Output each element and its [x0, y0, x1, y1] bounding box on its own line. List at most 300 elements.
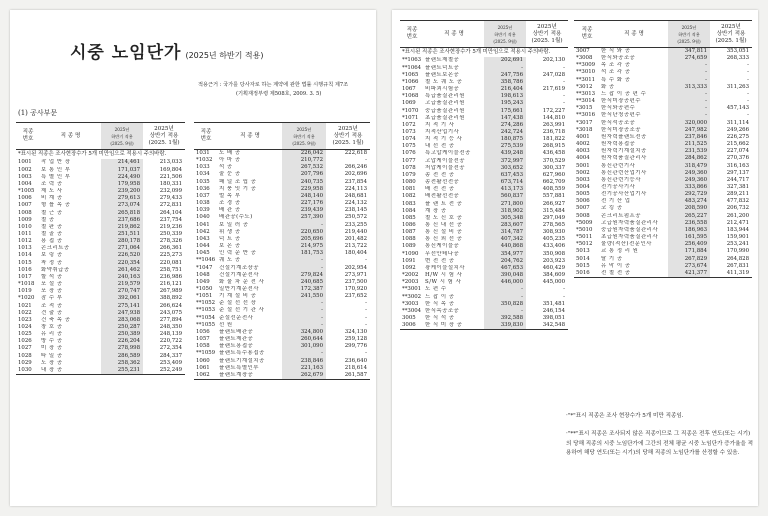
wage-prev: 278,326: [159, 238, 182, 245]
wage-prev: 266,927: [542, 200, 565, 207]
job-name: 도 편 수: [425, 286, 447, 293]
job-name: 철 도 신 호 공: [425, 214, 463, 221]
job-name: 건설기계운전사: [219, 271, 259, 278]
wage-current: 224,490: [101, 174, 143, 181]
table-row: [400, 143, 568, 150]
job-code: 1073: [402, 128, 416, 135]
wage-prev: 384,609: [542, 272, 565, 279]
wage-prev: 220,722: [159, 338, 182, 345]
job-code: *1090: [402, 250, 419, 257]
wage-current: 271,800: [484, 201, 526, 208]
wage-prev: 311,114: [726, 119, 749, 126]
table-row: [400, 179, 568, 186]
table-row: [574, 248, 752, 255]
table-row: [574, 177, 752, 184]
legal-basis: [198, 81, 348, 99]
job-code: 1092: [402, 264, 416, 271]
wage-prev: 250,339: [159, 230, 182, 237]
job-name: 한식미장공조공: [601, 126, 641, 133]
wage-prev: 232,099: [159, 188, 182, 195]
wage-current: 208,590: [668, 205, 710, 212]
job-code: 1015: [18, 259, 32, 266]
table-row: [400, 65, 568, 72]
wage-current: 241,550: [282, 293, 326, 300]
job-code: 1017: [18, 273, 32, 280]
table-row: [574, 184, 752, 191]
wage-current: 358,786: [484, 79, 526, 86]
table-row: [400, 186, 568, 193]
wage-prev: -: [747, 69, 749, 76]
job-name: 송전활선전공: [425, 179, 460, 186]
table-row: [574, 241, 752, 248]
wage-current: -: [282, 265, 326, 272]
wage-prev: 266,361: [159, 245, 182, 252]
job-name: 비파괴시험공: [425, 86, 460, 93]
wage-current: 280,178: [101, 238, 143, 245]
table-row: [16, 338, 185, 345]
wage-current: -: [668, 112, 710, 119]
job-name: 전기공사기사: [601, 183, 636, 190]
wage-prev: 170,920: [344, 285, 367, 292]
wage-current: 220,650: [282, 229, 326, 236]
job-code: 1076: [402, 150, 416, 157]
job-code: 1078: [402, 164, 416, 171]
job-name: 내 장 공: [40, 367, 101, 375]
job-code: 1011: [18, 230, 32, 237]
wage-current: 467,653: [484, 265, 526, 272]
wage-current: 260,644: [282, 336, 326, 343]
table-row: [400, 294, 568, 301]
wage-current: 278,998: [101, 345, 143, 352]
job-name: 배 관 공: [219, 207, 241, 214]
wage-prev: 268,333: [726, 55, 749, 62]
job-code: 1007: [18, 202, 32, 209]
wage-prev: 202,130: [542, 57, 565, 64]
col-header-name: 직 종 명: [40, 123, 101, 150]
table-row: [574, 141, 752, 148]
wage-prev: 237,652: [344, 293, 367, 300]
table-row: [194, 372, 370, 380]
wage-current: 231,539: [668, 148, 710, 155]
job-name: 드 잡 이 공 편 수: [601, 90, 647, 97]
wage-current: -: [282, 300, 326, 307]
job-code: 1069: [402, 100, 416, 107]
wage-prev: -: [747, 112, 749, 119]
job-code: *1071: [402, 114, 419, 121]
job-name: 타 일 공: [41, 352, 63, 359]
wage-current: 248,140: [282, 193, 326, 200]
table-row: [16, 252, 185, 259]
wage-prev: 246,154: [542, 307, 565, 314]
job-name: 기 계 설 비 공: [219, 293, 257, 300]
table-row: [574, 155, 752, 162]
job-code: *1068: [402, 93, 419, 100]
wage-prev: 202,696: [344, 171, 367, 178]
wage-prev: 224,132: [344, 200, 367, 207]
table-row: [400, 193, 568, 200]
wage-current: 249,360: [668, 177, 710, 184]
col-header-name: 직 종 명: [600, 21, 668, 48]
job-name: 특고압케이블전공: [425, 150, 471, 157]
job-code: 4001: [576, 133, 590, 140]
table-row: [194, 236, 370, 243]
wage-current: 242,724: [484, 129, 526, 136]
job-name: 지 붕 잇 기 공: [219, 185, 257, 192]
job-name: 한식미장공편수: [601, 98, 641, 105]
table-row: [16, 367, 185, 375]
wage-prev: 405,235: [542, 236, 565, 243]
job-code: 5002: [576, 169, 590, 176]
job-name: 창 호 공: [41, 324, 63, 330]
wage-prev: 297,049: [542, 214, 565, 221]
wage-current: 221,163: [282, 365, 326, 372]
table-row: [400, 236, 568, 243]
job-name: 배관공(수도): [219, 214, 253, 221]
table-row: [400, 258, 568, 265]
job-name: 플랜트특수용접공: [219, 350, 265, 357]
table-row: [194, 329, 370, 336]
job-code: *3003: [402, 300, 419, 307]
job-code: 1081: [402, 186, 416, 193]
job-code: *1070: [402, 107, 419, 114]
table-row: [16, 353, 185, 360]
job-code: 1044: [196, 243, 210, 250]
table-row: [194, 207, 370, 214]
table-row: [194, 171, 370, 178]
table-row: [194, 150, 370, 158]
job-code: 1079: [402, 171, 416, 178]
job-code: **1053: [196, 307, 216, 314]
job-code: **3001: [402, 286, 422, 293]
wage-prev: 267,831: [726, 262, 749, 269]
job-name: 플랜트계장공: [218, 372, 282, 380]
job-code: **3014: [576, 98, 596, 105]
caution-note: [400, 48, 568, 58]
table-row: [574, 84, 752, 91]
job-code: 1002: [18, 166, 32, 173]
wage-current: 284,862: [668, 155, 710, 162]
wage-current: 240,735: [282, 179, 326, 186]
job-code: 1088: [402, 236, 416, 243]
wage-current: 180,875: [484, 136, 526, 143]
job-code: *1050: [196, 285, 213, 292]
job-code: 1027: [18, 345, 32, 352]
wage-prev: -: [563, 293, 565, 300]
job-name: 플랜트제철공: [425, 57, 460, 64]
wage-current: 181,753: [282, 250, 326, 257]
job-name: 덕 트 공: [219, 235, 241, 242]
wage-prev: 216,121: [159, 281, 182, 288]
job-name: 플랜트용접공: [219, 343, 254, 350]
job-code: *1020: [18, 295, 35, 302]
job-name: 통 신 설 비 공: [425, 229, 463, 236]
table-row: [194, 265, 370, 272]
wage-prev: -: [563, 93, 565, 100]
job-code: **1059: [196, 350, 216, 357]
job-code: **3016: [576, 112, 596, 119]
table-row: [400, 79, 568, 86]
job-code: 1048: [196, 271, 210, 278]
wage-prev: 253,241: [726, 241, 749, 248]
job-code: 1084: [402, 207, 416, 214]
job-name: 플랜트보온공: [425, 71, 460, 78]
table-row: [194, 250, 370, 257]
job-code: 1023: [18, 316, 32, 323]
job-name: 궤 도 공: [219, 257, 241, 264]
wage-current: 339,830: [484, 322, 526, 330]
wage-prev: -: [365, 321, 367, 328]
table-row: [400, 122, 568, 129]
table-row: [16, 345, 185, 352]
job-code: 1008: [18, 209, 32, 216]
wage-current: 247,756: [484, 72, 526, 79]
wage-prev: 460,429: [542, 264, 565, 271]
wage-current: 236,558: [668, 220, 710, 227]
wage-current: 347,811: [668, 48, 710, 56]
table-row: [574, 112, 752, 119]
wage-prev: 268,915: [542, 143, 565, 150]
job-code: 5001: [576, 162, 590, 169]
wage-current: 255,231: [101, 367, 143, 375]
job-code: 1024: [18, 324, 32, 330]
job-name: 플랜트제관공: [219, 336, 254, 343]
job-code: 1083: [402, 200, 416, 207]
wage-prev: 350,908: [542, 250, 565, 257]
table-row: [194, 350, 370, 357]
job-name: S/W 시 험 사: [425, 279, 462, 286]
job-code: *2002: [402, 272, 419, 279]
job-name: 화약취급공: [41, 266, 70, 273]
wage-current: 250,389: [101, 331, 143, 338]
job-name: 착 정 공: [41, 259, 63, 266]
table-row: [16, 167, 185, 174]
job-code: *3012: [576, 83, 593, 90]
wage-current: 267,532: [282, 164, 326, 171]
wage-table-3: [400, 20, 568, 330]
wage-current: 219,579: [101, 281, 143, 288]
wage-current: -: [282, 222, 326, 229]
job-name: 패 널 조 립 공: [219, 178, 257, 185]
job-name: 작 업 반 장: [41, 159, 71, 166]
job-code: 1012: [18, 238, 32, 245]
job-code: 1013: [18, 245, 32, 252]
wage-current: 179,958: [101, 181, 143, 188]
wage-prev: 263,991: [542, 121, 565, 128]
table-row: [194, 193, 370, 200]
job-code: **3004: [402, 307, 422, 314]
wage-prev: 353,051: [726, 48, 749, 54]
job-name: 플랜트기계설치공: [219, 357, 265, 364]
job-name: 준 설 선 기 관 사: [219, 307, 265, 314]
wage-prev: 258,751: [159, 266, 182, 273]
wage-current: -: [484, 294, 526, 301]
job-name: 일반기계운전사: [219, 285, 259, 292]
table-row: [16, 274, 185, 281]
table-row: [574, 91, 752, 98]
job-code: **3013: [576, 90, 596, 97]
job-code: *2003: [402, 279, 419, 286]
table-row: [400, 251, 568, 258]
job-code: 1057: [196, 336, 210, 343]
table-row: [194, 307, 370, 314]
job-code: 1041: [196, 221, 210, 228]
wage-prev: 250,572: [344, 214, 367, 221]
job-code: *1018: [18, 281, 35, 288]
job-code: 1037: [196, 192, 210, 199]
table-row: [400, 315, 568, 322]
table-row: [194, 279, 370, 286]
table-row: [400, 100, 568, 107]
wage-current: 271,064: [101, 245, 143, 252]
wage-current: 198,613: [484, 93, 526, 100]
job-name: 보 링 공: [41, 252, 63, 259]
job-code: 1010: [18, 223, 32, 230]
job-name: 배전활선전공: [425, 193, 460, 200]
job-name: 지 적 기 사: [425, 121, 455, 128]
wage-prev: 244,717: [726, 176, 749, 183]
table-row: [194, 286, 370, 293]
job-code: *5012: [576, 241, 593, 248]
wage-current: 226,520: [101, 252, 143, 259]
job-code: **3002: [402, 293, 422, 300]
table-row: [574, 98, 752, 105]
table-row: [400, 208, 568, 215]
wage-current: 279,613: [101, 195, 143, 202]
col-header-prev: 2025년 상반기 적용 (2025. 1월): [526, 21, 568, 48]
table-row: [194, 358, 370, 365]
col-header-code: 직종 번호: [400, 21, 424, 48]
job-name: 한식와공편수: [601, 105, 636, 112]
col-header-current: 2025년 하반기 적용 (2025. 9월): [101, 123, 143, 150]
job-code: 1072: [402, 121, 416, 128]
table-row: [400, 222, 568, 229]
job-name: 초급원자력품질관리사: [601, 234, 659, 241]
wage-current: 560,837: [484, 193, 526, 200]
table-row: [16, 360, 185, 367]
table-row: [574, 105, 752, 112]
wage-prev: 316,163: [726, 162, 749, 169]
wage-prev: 289,211: [726, 191, 749, 198]
job-name: 보 통 인 부: [41, 166, 71, 173]
job-name: 특급품질관리원: [425, 93, 465, 100]
job-name: 통신케이블공: [425, 243, 460, 250]
wage-current: 175,661: [484, 108, 526, 115]
job-name: 비 계 공: [41, 195, 63, 202]
wage-current: -: [282, 322, 326, 329]
wage-prev: 201,482: [344, 235, 367, 242]
table-row: [16, 188, 185, 195]
wage-current: 211,525: [668, 141, 710, 148]
wage-current: 257,390: [282, 214, 326, 221]
wage-prev: 144,810: [542, 114, 565, 121]
wage-prev: 236,640: [344, 357, 367, 364]
job-code: 1091: [402, 257, 416, 264]
page-subtitle: (2025년 하반기 적용): [185, 51, 264, 60]
job-name: 원자력용접공: [601, 141, 636, 148]
wage-prev: 259,128: [344, 336, 367, 343]
wage-prev: -: [747, 98, 749, 105]
job-code: **1064: [402, 64, 422, 71]
job-name: 콘크리트펌프공: [601, 212, 641, 219]
col-header-prev: 2025년 상반기 적용 (2025. 1월): [710, 21, 752, 48]
wage-current: 202,691: [484, 57, 526, 64]
left-page: [10, 10, 376, 506]
table-row: [194, 257, 370, 264]
job-code: 1028: [18, 352, 32, 359]
wage-prev: 252,249: [143, 367, 185, 375]
footnote-double-star: ·"**"표시 직종은 조사되지 않은 직종이므로 그 직종은 전후 연도(또는 시기)의 당해 직종의 시중 노임단가에 그간의 전체 평균 시중 노임단가 증가율을 적용하여 해당 연도(또는 시기)의 당해 직종의 노임단가를 산정할 수 있음.: [566, 431, 754, 457]
legal-basis-line-2: (기획재정부령 제508호, 2009. 3. 5): [236, 91, 322, 97]
table-row: [400, 57, 568, 64]
wage-prev: 222,618: [344, 150, 367, 156]
wage-prev: 218,614: [344, 364, 367, 371]
job-code: 1019: [18, 288, 32, 295]
wage-prev: 342,548: [526, 322, 568, 330]
table-row: [194, 186, 370, 193]
job-code: *1032: [196, 157, 213, 164]
wage-prev: 261,587: [326, 372, 370, 380]
job-name: 송 전 전 공: [425, 171, 455, 178]
wage-current: 333,866: [668, 184, 710, 191]
right-page: [392, 10, 758, 506]
wage-current: 354,977: [484, 251, 526, 258]
wage-prev: 243,075: [159, 309, 182, 316]
job-name: 포 설 공: [41, 281, 63, 288]
job-code: *1005: [18, 188, 35, 195]
job-code: 1042: [196, 228, 210, 235]
wage-current: 214,975: [282, 243, 326, 250]
wage-prev: 183,944: [726, 226, 749, 233]
job-code: 5007: [576, 205, 590, 212]
job-code: 1022: [18, 309, 32, 316]
job-name: 조 적 공: [41, 302, 63, 309]
job-code: *3008: [576, 55, 593, 62]
wage-current: -: [668, 105, 710, 112]
wage-current: 392,588: [484, 315, 526, 322]
job-code: **1063: [402, 57, 422, 64]
table-row: [400, 150, 568, 157]
wage-current: 205,696: [282, 236, 326, 243]
job-name: 제 도 사: [41, 188, 63, 195]
wage-prev: 237,500: [344, 278, 367, 285]
job-name: 무선안테나공: [425, 250, 460, 257]
wage-current: 372,997: [484, 158, 526, 165]
job-code: 1036: [196, 185, 210, 192]
wage-current: -: [282, 315, 326, 322]
job-code: 1087: [402, 229, 416, 236]
job-code: 1075: [402, 143, 416, 150]
job-name: 중급원자력품질관리사: [601, 226, 659, 233]
job-name: 한 식 목 공: [425, 300, 455, 307]
wage-current: 413,173: [484, 186, 526, 193]
table-row: [16, 295, 185, 302]
job-name: 콘크리트공: [41, 245, 70, 252]
wage-prev: 264,828: [726, 255, 749, 262]
job-name: 내 선 전 공: [425, 143, 455, 150]
table-row: [400, 229, 568, 236]
wage-current: 172,387: [282, 286, 326, 293]
wage-current: 313,333: [668, 84, 710, 91]
wage-prev: 266,246: [344, 164, 367, 171]
job-code: 4004: [576, 155, 590, 162]
wage-prev: 477,832: [726, 198, 749, 205]
job-code: *1051: [196, 293, 213, 300]
job-name: 건설기계조장공: [219, 264, 259, 271]
job-name: 철 판 공: [41, 223, 63, 230]
job-code: 5015: [576, 262, 590, 269]
wage-table-2: [194, 122, 370, 380]
table-row: [574, 205, 752, 212]
